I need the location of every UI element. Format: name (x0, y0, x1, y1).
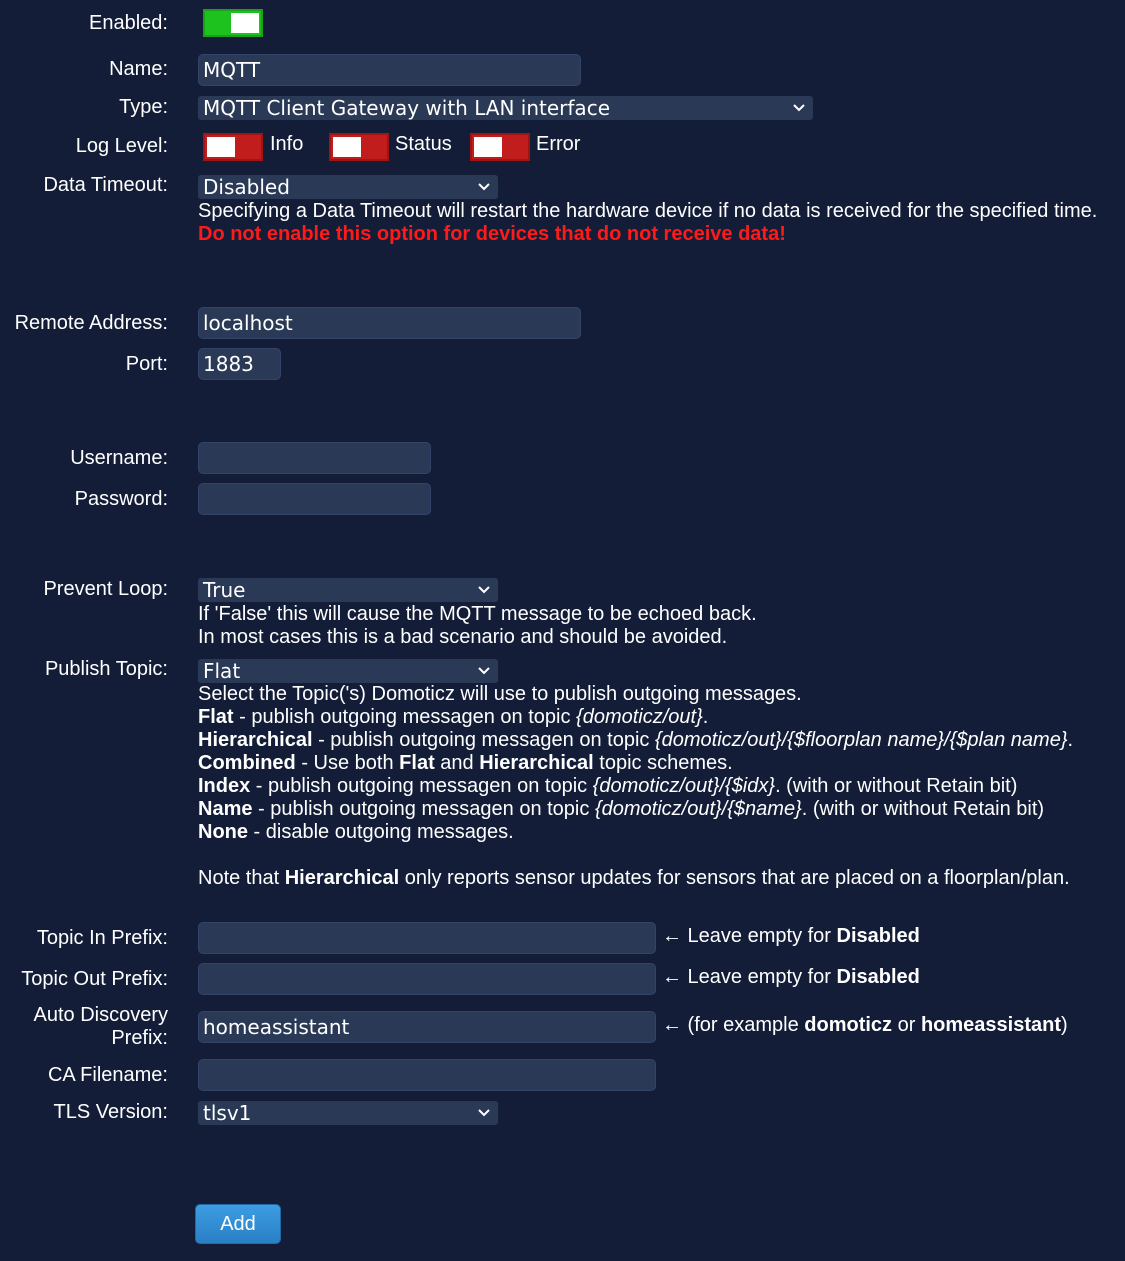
type-value: MQTT Client Gateway with LAN interface (203, 96, 610, 120)
auto-discovery-input[interactable] (198, 1011, 656, 1043)
topic-in-prefix-input[interactable] (198, 922, 656, 954)
enabled-label: Enabled: (89, 12, 168, 34)
option-name: Hierarchical (198, 729, 313, 751)
data-timeout-select[interactable] (198, 175, 498, 199)
publish-topic-value: Flat (203, 659, 241, 683)
hint-text: ← Leave empty for (662, 966, 837, 988)
note-bold: Hierarchical (284, 867, 400, 889)
log-status-label: Status (395, 133, 452, 155)
publish-topic-combined (198, 752, 733, 775)
add-button[interactable]: Add (195, 1204, 281, 1244)
option-text: - publish outgoing messagen on topic (233, 706, 577, 728)
hint-bold: Disabled (836, 966, 920, 988)
password-input[interactable] (198, 483, 431, 515)
option-end: . (702, 706, 709, 728)
toggle-knob (474, 137, 502, 157)
password-label: Password: (74, 488, 168, 510)
option-text: - disable outgoing messages. (248, 821, 514, 843)
publish-topic-name (198, 798, 1044, 821)
data-timeout-label: Data Timeout: (43, 174, 168, 196)
toggle-knob (333, 137, 361, 157)
log-error-toggle[interactable] (470, 133, 530, 161)
publish-topic-flat (198, 706, 708, 729)
hint-bold: Disabled (836, 925, 920, 947)
hint-text: or (892, 1014, 921, 1036)
enabled-toggle[interactable] (203, 9, 263, 37)
port-input[interactable] (198, 348, 281, 380)
log-status-toggle[interactable] (329, 133, 389, 161)
option-end: . (with or without Retain bit) (775, 775, 1018, 797)
remote-address-input[interactable] (198, 307, 581, 339)
name-label: Name: (109, 58, 168, 80)
option-hierarchical: Hierarchical (479, 752, 594, 774)
hint-example-2: homeassistant (920, 1014, 1062, 1036)
topic-out-prefix-input[interactable] (198, 963, 656, 995)
option-text: - publish outgoing messagen on topic (250, 775, 593, 797)
auto-discovery-hint (662, 1014, 1068, 1037)
hint-example-1: domoticz (804, 1014, 893, 1036)
publish-topic-hierarchical (198, 729, 1073, 752)
log-level-label: Log Level: (75, 135, 168, 157)
type-select[interactable] (198, 96, 813, 120)
prevent-loop-select[interactable] (198, 578, 498, 602)
prevent-loop-label: Prevent Loop: (43, 578, 168, 600)
option-flat: Flat (399, 752, 435, 774)
chevron-down-icon (477, 659, 491, 683)
remote-address-label: Remote Address: (14, 312, 168, 334)
topic-out-prefix-label: Topic Out Prefix: (21, 968, 168, 990)
username-input[interactable] (198, 442, 431, 474)
option-topic: {domoticz/out}/{$idx} (592, 775, 776, 797)
option-text: - Use both (295, 752, 400, 774)
option-name: Combined (198, 752, 296, 774)
publish-topic-label: Publish Topic: (44, 658, 168, 680)
option-topic: {domoticz/out} (576, 706, 703, 728)
prevent-loop-value: True (203, 578, 246, 602)
publish-topic-intro: Select the Topic('s) Domoticz will use to publish outgoing messages. (198, 683, 802, 705)
tls-version-label: TLS Version: (53, 1101, 168, 1123)
ca-filename-input[interactable] (198, 1059, 656, 1091)
hint-text: ← Leave empty for (662, 925, 837, 947)
data-timeout-value: Disabled (203, 175, 290, 199)
data-timeout-warning: Do not enable this option for devices that do not receive data! (198, 223, 786, 245)
option-name: Name (198, 798, 253, 820)
hint-text: ← (for example (662, 1014, 805, 1036)
data-timeout-help: Specifying a Data Timeout will restart the hardware device if no data is received for the specified time. (198, 200, 1098, 222)
log-info-label: Info (270, 133, 304, 155)
auto-discovery-label-line2: Prefix: (111, 1027, 168, 1049)
note-text: only reports sensor updates for sensors that are placed on a floorplan/plan. (399, 867, 1070, 889)
chevron-down-icon (477, 175, 491, 199)
log-error-label: Error (536, 133, 581, 155)
topic-in-prefix-label: Topic In Prefix: (36, 927, 168, 949)
option-text: and (434, 752, 480, 774)
tls-version-value: tlsv1 (203, 1101, 252, 1125)
type-label: Type: (119, 96, 168, 118)
option-text: - publish outgoing messagen on topic (312, 729, 655, 751)
name-input[interactable] (198, 54, 581, 86)
option-name: Index (198, 775, 251, 797)
auto-discovery-label-line1: Auto Discovery (33, 1004, 168, 1026)
topic-out-prefix-hint (662, 966, 920, 989)
hint-text: ) (1061, 1014, 1068, 1036)
option-name: Flat (198, 706, 234, 728)
publish-topic-select[interactable] (198, 659, 498, 683)
toggle-knob (207, 137, 235, 157)
option-topic: {domoticz/out}/{$name} (594, 798, 802, 820)
option-text: topic schemes. (593, 752, 733, 774)
option-text: - publish outgoing messagen on topic (252, 798, 595, 820)
publish-topic-index (198, 775, 1017, 798)
note-text: Note that (198, 867, 285, 889)
publish-topic-note (198, 867, 1070, 890)
username-label: Username: (70, 447, 168, 469)
toggle-knob (231, 13, 259, 33)
chevron-down-icon (477, 1101, 491, 1125)
publish-topic-none (198, 821, 514, 844)
port-label: Port: (125, 353, 168, 375)
prevent-loop-help-2: In most cases this is a bad scenario and should be avoided. (198, 626, 728, 648)
option-topic: {domoticz/out}/{$floorplan name}/{$plan name} (654, 729, 1068, 751)
tls-version-select[interactable] (198, 1101, 498, 1125)
option-name: None (198, 821, 248, 843)
topic-in-prefix-hint (662, 925, 920, 948)
option-end: . (with or without Retain bit) (801, 798, 1045, 820)
log-info-toggle[interactable] (203, 133, 263, 161)
chevron-down-icon (792, 96, 806, 120)
ca-filename-label: CA Filename: (47, 1064, 168, 1086)
option-end: . (1067, 729, 1074, 751)
chevron-down-icon (477, 578, 491, 602)
prevent-loop-help-1: If 'False' this will cause the MQTT message to be echoed back. (198, 603, 757, 625)
